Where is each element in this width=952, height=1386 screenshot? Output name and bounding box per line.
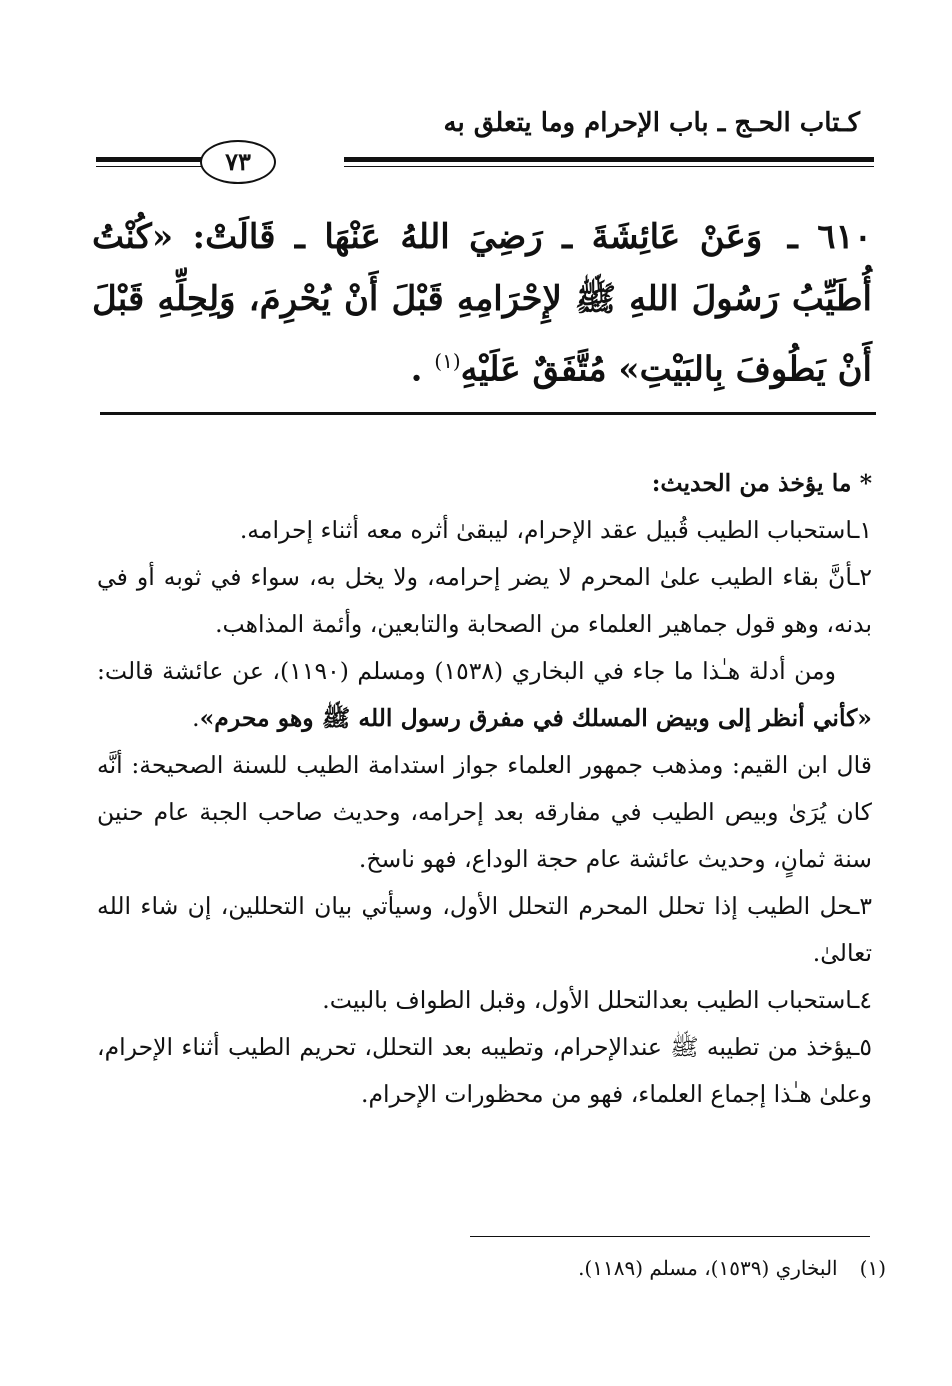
page-number: ٧٣ bbox=[200, 140, 276, 184]
section-divider bbox=[100, 412, 876, 415]
item-number: ١ـ bbox=[852, 516, 872, 544]
list-item bbox=[97, 507, 872, 554]
header-rule bbox=[344, 166, 874, 167]
header-rule bbox=[344, 157, 874, 162]
item-number: ٢ـ bbox=[852, 563, 872, 591]
benefits-section bbox=[97, 460, 872, 1118]
evidence-end: . bbox=[192, 704, 200, 732]
footnote-text: البخاري (١٥٣٩)، مسلم (١١٨٩). bbox=[578, 1256, 838, 1280]
item-number: ٤ـ bbox=[852, 986, 872, 1014]
item-text: أنَّ بقاء الطيب علىٰ المحرم لا يضر إحرامه، ولا يخل به، سواء في ثوبه أو في بدنه، وهو قول جماهير العلماء من الصحابة والتابعين، وأئمة المذاهب. bbox=[97, 563, 872, 638]
list-item bbox=[97, 883, 872, 977]
evidence-quote: «كأني أنظر إلى وبيض المسلك في مفرق رسول الله ﷺ وهو محرم» bbox=[199, 704, 872, 732]
header-rule bbox=[96, 166, 202, 167]
header-rule bbox=[96, 157, 202, 162]
list-item bbox=[97, 1024, 872, 1118]
item-text: يؤخذ من تطيبه ﷺ عندالإحرام، وتطيبه بعد التحلل، تحريم الطيب أثناء الإحرام، وعلىٰ هـٰذا إجماع العلماء، فهو من محظورات الإحرام. bbox=[97, 1033, 872, 1108]
item-text: استحباب الطيب بعدالتحلل الأول، وقبل الطواف بالبيت. bbox=[322, 986, 853, 1014]
item-number: ٣ـ bbox=[852, 892, 872, 920]
section-heading: * ما يؤخذ من الحديث: bbox=[651, 469, 872, 497]
list-item bbox=[97, 977, 872, 1024]
hadith-block bbox=[92, 206, 872, 400]
evidence-intro: ومن أدلة هـٰذا ما جاء في البخاري (١٥٣٨) ومسلم (١١٩٠)، عن عائشة قالت: bbox=[97, 657, 836, 685]
item-number: ٥ـ bbox=[852, 1033, 872, 1061]
footnote bbox=[106, 1248, 886, 1288]
list-item bbox=[97, 554, 872, 648]
ibn-qayyim-paragraph: قال ابن القيم: ومذهب جمهور العلماء جواز استدامة الطيب للسنة الصحيحة: أنَّه كان يُرَىٰ وبيص الطيب في مفارقه بعد إحرامه، وحديث صاحب الجبة عام حنين سنة ثمانٍ، وحديث عائشة عام حجة الوداع، فهو ناسخ. bbox=[97, 751, 872, 873]
hadith-number: ٦١٠ ـ bbox=[787, 217, 872, 257]
hadith-end: . bbox=[410, 349, 423, 390]
running-title: كـتاب الحـج ـ باب الإحرام وما يتعلق به bbox=[443, 108, 860, 138]
hadith-text: وَعَنْ عَائِشَةَ ـ رَضِيَ اللهُ عَنْهَا ـ قَالَتْ: «كُنْتُ أُطَيِّبُ رَسُولَ اللهِ ﷺ لإِحْرَامِهِ قَبْلَ أَنْ يُحْرِمَ، وَلِحِلِّهِ قَبْلَ أَنْ يَطُوفَ بِالبَيْتِ» مُتَّفَقٌ عَلَيْهِ bbox=[92, 217, 872, 390]
item-text: حل الطيب إذا تحلل المحرم التحلل الأول، وسيأتي بيان التحللين، إن شاء الله تعالىٰ. bbox=[97, 892, 872, 967]
footnote-rule bbox=[470, 1236, 870, 1237]
item-text: استحباب الطيب قُبيل عقد الإحرام، ليبقىٰ أثره معه أثناء إحرامه. bbox=[239, 516, 853, 544]
footnote-marker: (١) bbox=[859, 1256, 886, 1280]
footnote-reference: (١) bbox=[434, 349, 461, 373]
evidence-paragraph bbox=[97, 648, 872, 742]
